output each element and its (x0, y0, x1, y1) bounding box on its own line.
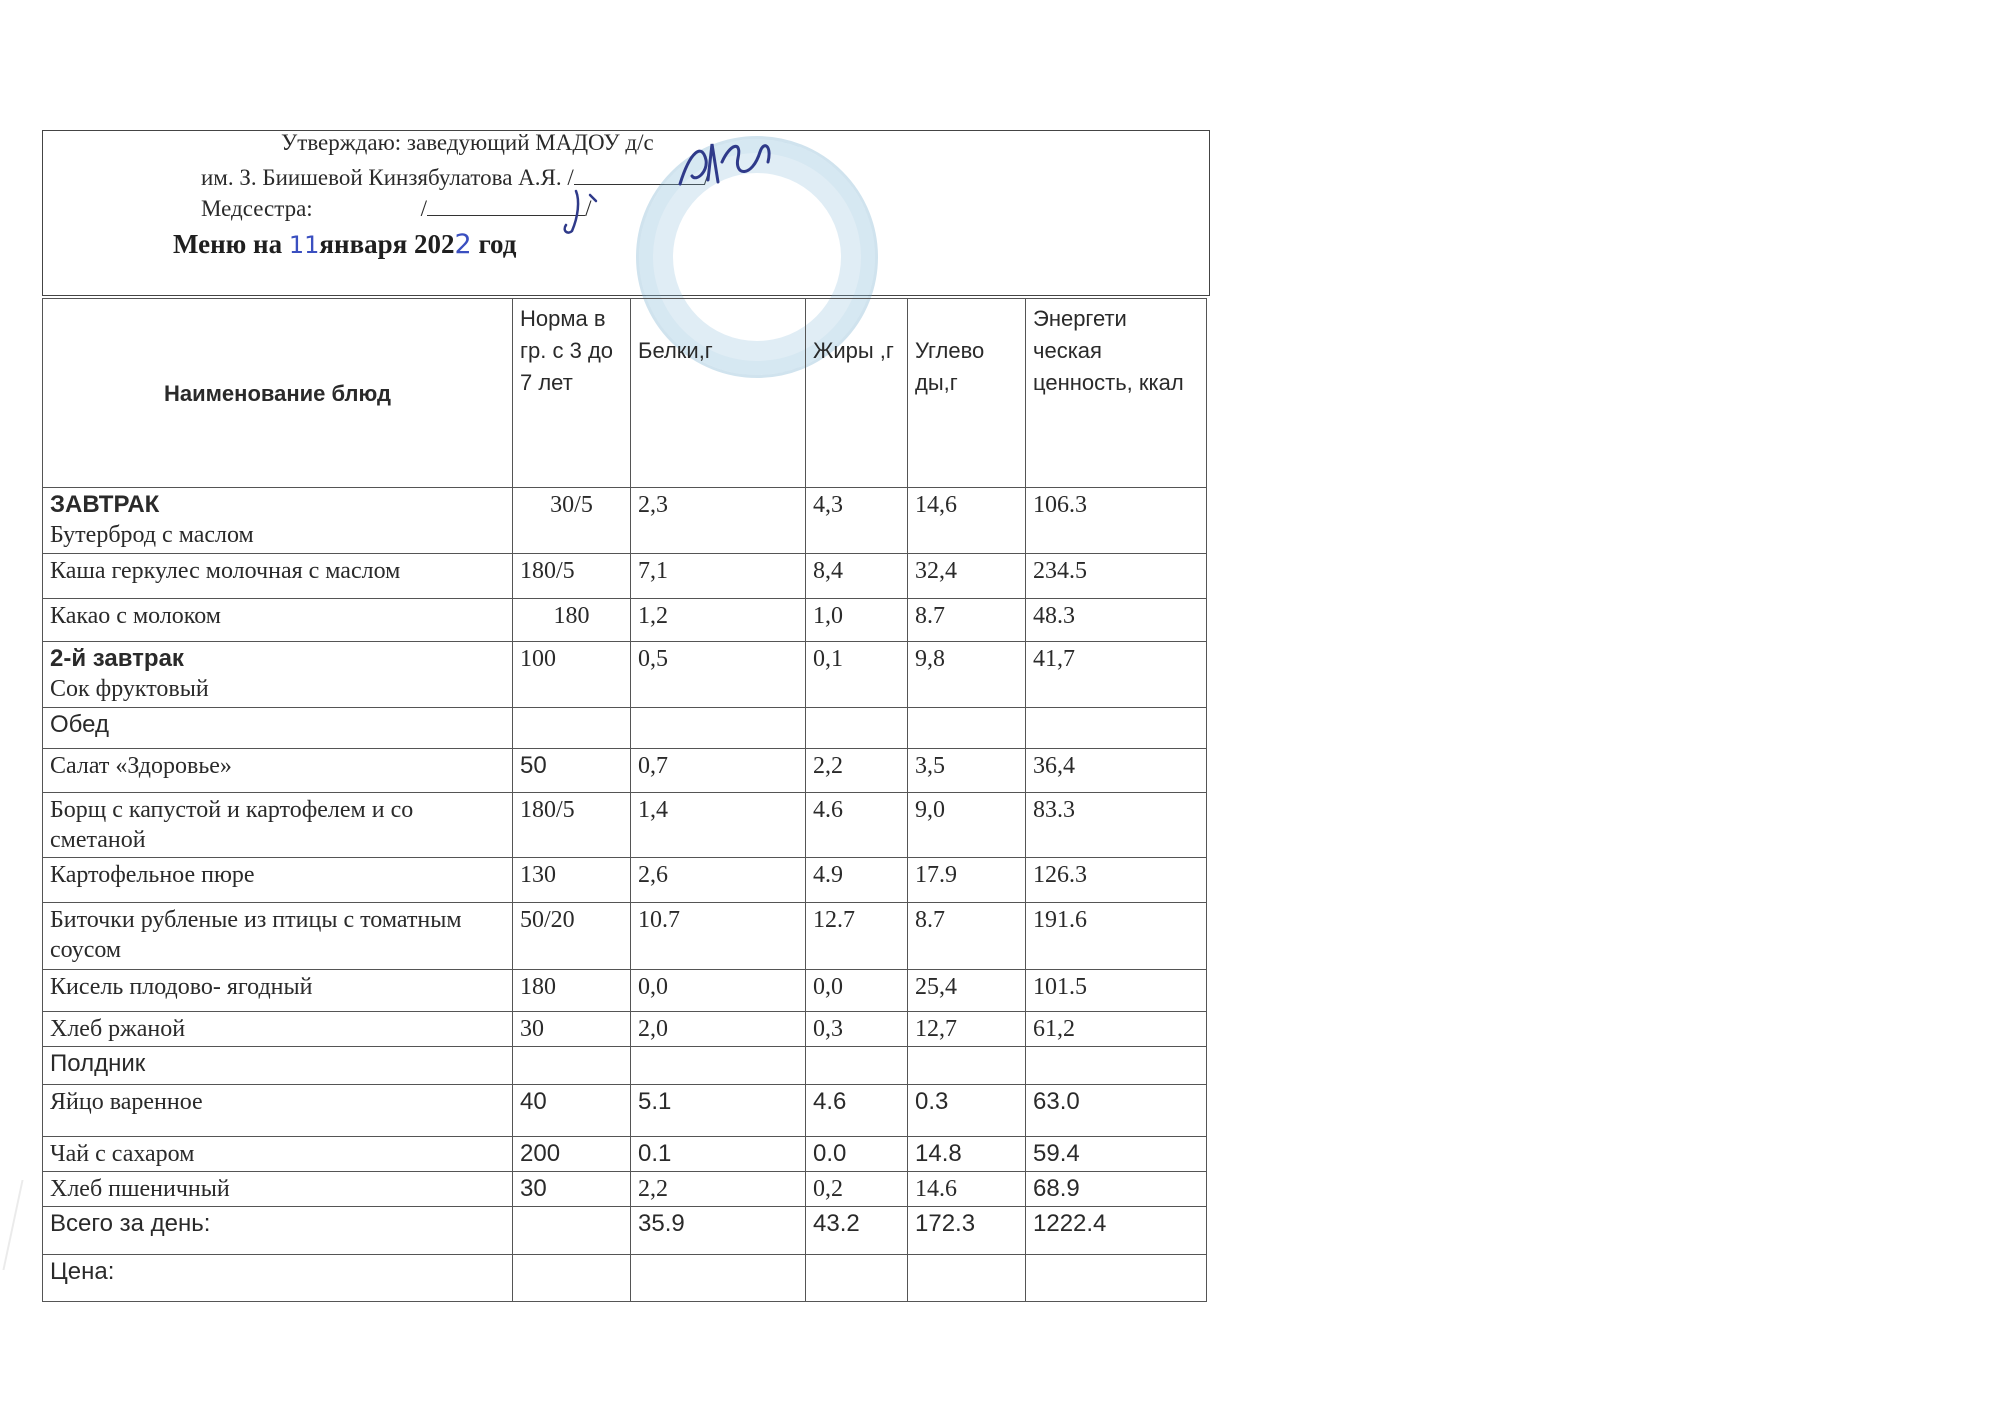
fat-cell: 2,2 (806, 749, 908, 793)
norm-cell: 30 (513, 1012, 631, 1047)
table-row (43, 1012, 1207, 1047)
carbs-cell: 9,8 (908, 642, 1026, 708)
nurse-label: Медсестра: (201, 196, 313, 221)
table-row (43, 554, 1207, 599)
total-label: Всего за день: (43, 1207, 513, 1255)
carbs-cell: 8.7 (908, 599, 1026, 642)
protein-cell: 0,0 (631, 970, 806, 1012)
energy-cell: 41,7 (1026, 642, 1207, 708)
fat-cell: 0.0 (806, 1137, 908, 1172)
carbs-cell: 25,4 (908, 970, 1026, 1012)
table-row (43, 1137, 1207, 1172)
protein-cell: 5.1 (631, 1085, 806, 1137)
protein-cell: 1,4 (631, 793, 806, 858)
total-energy: 1222.4 (1026, 1207, 1207, 1255)
table-row (43, 1085, 1207, 1137)
price-row (43, 1255, 1207, 1302)
title-year-digit-handwritten: 2 (454, 229, 472, 260)
norm-cell: 30/5 (513, 488, 631, 554)
protein-cell: 2,3 (631, 488, 806, 554)
total-row (43, 1207, 1207, 1255)
norm-cell: 180/5 (513, 554, 631, 599)
norm-cell: 50 (513, 749, 631, 793)
dish-name: Биточки рубленые из птицы с томатным соусом (43, 903, 513, 970)
energy-cell: 48.3 (1026, 599, 1207, 642)
dish-name: Кисель плодово- ягодный (43, 970, 513, 1012)
dish-name: Каша геркулес молочная с маслом (43, 554, 513, 599)
protein-cell: 2,6 (631, 858, 806, 903)
energy-cell: 106.3 (1026, 488, 1207, 554)
protein-cell: 10.7 (631, 903, 806, 970)
signature-blank-director (574, 166, 704, 185)
protein-cell: 2,2 (631, 1172, 806, 1207)
norm-cell (513, 1207, 631, 1255)
energy-cell: 63.0 (1026, 1085, 1207, 1137)
column-header-name: Наименование блюд (43, 299, 513, 488)
norm-cell: 180 (513, 599, 631, 642)
norm-cell: 50/20 (513, 903, 631, 970)
column-header-carbs: Углево ды,г (908, 299, 1026, 488)
total-fat: 43.2 (806, 1207, 908, 1255)
dish-name: Сок фруктовый (50, 676, 209, 702)
table-row (43, 642, 1207, 708)
norm-cell: 100 (513, 642, 631, 708)
carbs-cell: 14.6 (908, 1172, 1026, 1207)
section-heading: Полдник (43, 1047, 513, 1085)
title-suffix: год (478, 229, 517, 259)
table-row (43, 793, 1207, 858)
carbs-cell: 3,5 (908, 749, 1026, 793)
approval-line-3: Медсестра: / / (201, 196, 592, 221)
protein-cell: 0,5 (631, 642, 806, 708)
carbs-cell: 14.8 (908, 1137, 1026, 1172)
total-protein: 35.9 (631, 1207, 806, 1255)
approval-name: им. З. Биишевой Кинзябулатова А.Я. / (201, 165, 574, 190)
column-header-protein: Белки,г (631, 299, 806, 488)
column-header-energy: Энергети ческая ценность, ккал (1026, 299, 1207, 488)
fat-cell: 1,0 (806, 599, 908, 642)
title-prefix: Меню на (173, 229, 283, 259)
protein-cell: 0.1 (631, 1137, 806, 1172)
protein-cell: 1,2 (631, 599, 806, 642)
fat-cell: 0,3 (806, 1012, 908, 1047)
carbs-cell: 17.9 (908, 858, 1026, 903)
fat-cell: 4.6 (806, 793, 908, 858)
signature-blank-nurse (427, 197, 585, 216)
energy-cell: 101.5 (1026, 970, 1207, 1012)
energy-cell: 59.4 (1026, 1137, 1207, 1172)
energy-cell: 61,2 (1026, 1012, 1207, 1047)
column-header-norm: Норма в гр. с 3 до 7 лет (513, 299, 631, 488)
table-row (43, 1172, 1207, 1207)
dish-name: Яйцо варенное (43, 1085, 513, 1137)
carbs-cell: 32,4 (908, 554, 1026, 599)
dish-name: Чай с сахаром (43, 1137, 513, 1172)
energy-cell: 36,4 (1026, 749, 1207, 793)
section-heading-row (43, 708, 1207, 749)
carbs-cell: 8.7 (908, 903, 1026, 970)
table-row (43, 749, 1207, 793)
section-label: ЗАВТРАК (50, 491, 160, 518)
energy-cell: 191.6 (1026, 903, 1207, 970)
page-title (173, 229, 516, 260)
section-heading-row (43, 1047, 1207, 1085)
fat-cell: 4,3 (806, 488, 908, 554)
norm-cell: 40 (513, 1085, 631, 1137)
scan-edge-mark (2, 1180, 37, 1270)
energy-cell: 83.3 (1026, 793, 1207, 858)
norm-cell: 200 (513, 1137, 631, 1172)
fat-cell: 0,1 (806, 642, 908, 708)
carbs-cell: 0.3 (908, 1085, 1026, 1137)
carbs-cell: 12,7 (908, 1012, 1026, 1047)
approval-line-1: Утверждаю: заведующий МАДОУ д/с (281, 130, 654, 155)
dish-cell (43, 488, 513, 554)
fat-cell: 4.9 (806, 858, 908, 903)
table-row (43, 858, 1207, 903)
fat-cell: 12.7 (806, 903, 908, 970)
protein-cell: 0,7 (631, 749, 806, 793)
dish-name: Какао с молоком (43, 599, 513, 642)
dish-name: Хлеб ржаной (43, 1012, 513, 1047)
dish-name: Картофельное пюре (43, 858, 513, 903)
total-carbs: 172.3 (908, 1207, 1026, 1255)
protein-cell: 7,1 (631, 554, 806, 599)
menu-table (42, 298, 1207, 1302)
carbs-cell: 14,6 (908, 488, 1026, 554)
fat-cell: 0,2 (806, 1172, 908, 1207)
section-heading: Обед (43, 708, 513, 749)
price-label: Цена: (43, 1255, 513, 1302)
energy-cell: 68.9 (1026, 1172, 1207, 1207)
dish-name: Салат «Здоровье» (43, 749, 513, 793)
table-row (43, 903, 1207, 970)
dish-name: Бутерброд с маслом (50, 522, 254, 548)
table-header-row (43, 299, 1207, 488)
protein-cell: 2,0 (631, 1012, 806, 1047)
column-header-fat: Жиры ,г (806, 299, 908, 488)
norm-cell: 130 (513, 858, 631, 903)
norm-cell: 30 (513, 1172, 631, 1207)
dish-name: Хлеб пшеничный (43, 1172, 513, 1207)
dish-cell (43, 642, 513, 708)
fat-cell: 0,0 (806, 970, 908, 1012)
norm-cell: 180/5 (513, 793, 631, 858)
table-row (43, 488, 1207, 554)
approval-line-2: им. З. Биишевой Кинзябулатова А.Я. / / (201, 165, 711, 190)
fat-cell: 8,4 (806, 554, 908, 599)
fat-cell: 4.6 (806, 1085, 908, 1137)
table-row (43, 599, 1207, 642)
energy-cell: 234.5 (1026, 554, 1207, 599)
carbs-cell: 9,0 (908, 793, 1026, 858)
dish-name: Борщ с капустой и картофелем и со сметаной (43, 793, 513, 858)
energy-cell: 126.3 (1026, 858, 1207, 903)
title-month-year: января 202 (319, 229, 455, 259)
table-row (43, 970, 1207, 1012)
title-day-handwritten: 11 (288, 231, 320, 259)
norm-cell: 180 (513, 970, 631, 1012)
section-label: 2-й завтрак (50, 645, 184, 672)
